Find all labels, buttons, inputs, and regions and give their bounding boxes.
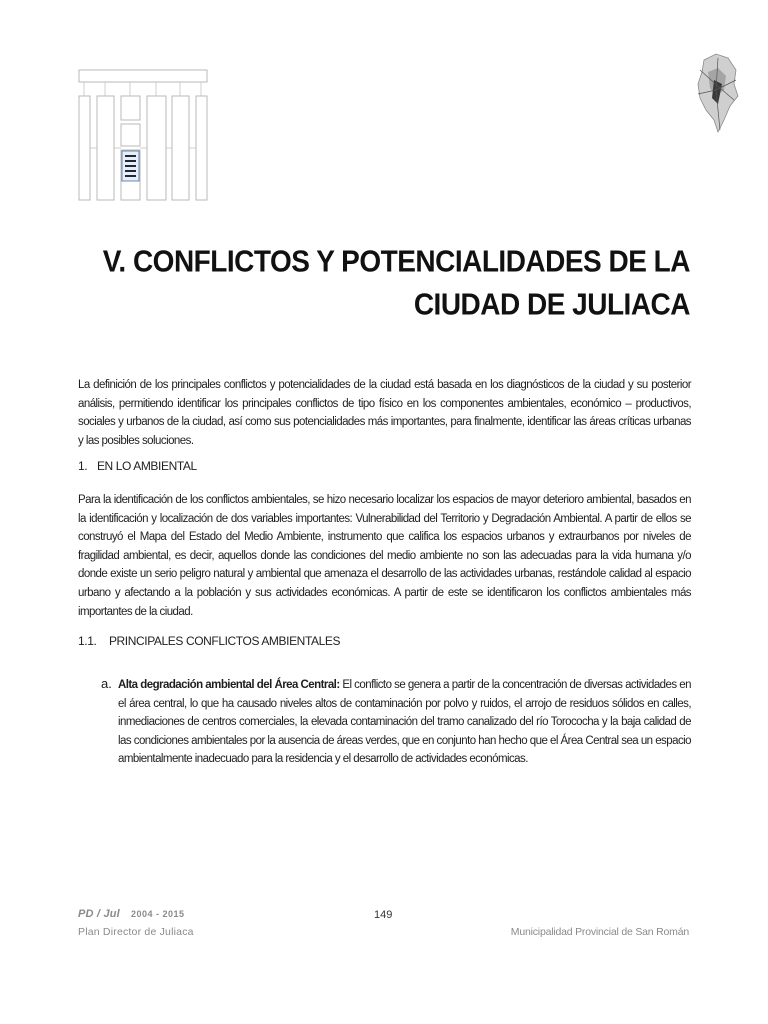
section-heading-ambiental xyxy=(78,459,197,473)
ambiental-paragraph: Para la identificación de los conflictos ambientales, se hizo necesario localizar los espacios de mayor deterioro ambiental, basados en la identificación y localización de dos variables importantes: Vulnerabilidad del Territorio y Degradación Ambiental. A partir de ellos se construyó el Mapa del Estado del Medio Ambiente, instrumento que califica los espacios urbanos y extraurbanos por niveles de fragilidad ambiental, es decir, aquellos donde las condiciones del medio ambiente no son las adecuadas para la vida humana y/o donde existe un serio peligro natural y ambiental que amenaza el desarrollo de las actividades urbanas, restándole calidad al espacio urbano y afectando a la población y sus actividades económicas. A partir de este se identificaron los conflictos ambientales más importantes de la ciudad. xyxy=(78,494,691,618)
list-item xyxy=(118,676,691,769)
page-number: 149 xyxy=(374,909,393,921)
footer-brand-name: PD / Jul xyxy=(78,908,120,920)
footer-years: 2004 - 2015 xyxy=(131,909,185,919)
schematic-diagram xyxy=(78,68,210,202)
list-item-marker: a. xyxy=(101,676,112,691)
intro-paragraph: La definición de los principales conflictos y potencialidades de la ciudad está basada en los diagnósticos de la ciudad y su posterior análisis, permitiendo identificar los principales conflictos de tipo físico en los componentes ambientales, económico – productivos, sociales y urbanos de la ciudad, así como sus potencialidades más importantes, para finalmente, identificar las áreas críticas urbanas y las posibles soluciones. xyxy=(78,379,691,447)
subsection-heading-text: PRINCIPALES CONFLICTOS AMBIENTALES xyxy=(108,634,341,648)
list-item-lead: Alta degradación ambiental del Área Central: xyxy=(118,679,340,691)
footer-organization: Municipalidad Provincial de San Román xyxy=(510,926,689,938)
page-title-line-1: V. CONFLICTOS Y POTENCIALIDADES DE LA xyxy=(102,244,690,279)
page-title-line-2: CIUDAD DE JULIACA xyxy=(413,287,690,322)
map-icon xyxy=(694,50,740,134)
subsection-number: 1.1. xyxy=(78,634,97,648)
section-number: 1. xyxy=(78,459,88,473)
subsection-heading-conflictos xyxy=(78,634,340,648)
footer-brand xyxy=(78,908,185,920)
section-heading-text: EN LO AMBIENTAL xyxy=(96,459,197,473)
footer-subtitle: Plan Director de Juliaca xyxy=(78,926,194,938)
list-item-text: El conflicto se genera a partir de la concentración de diversas actividades en el área central, lo que ha causado niveles altos de contaminación por polvo y ruidos, el arrojo de residuos sólidos en calles, inmediaciones de centros comerciales, la elevada contaminación del tramo canalizado del río Torococha y la baja calidad de las condiciones ambientales por la ausencia de áreas verdes, que en conjunto han hecho que el Área Central sea un espacio ambientalmente inadecuado para la residencia y el desarrollo de actividades económicas. xyxy=(118,679,691,766)
